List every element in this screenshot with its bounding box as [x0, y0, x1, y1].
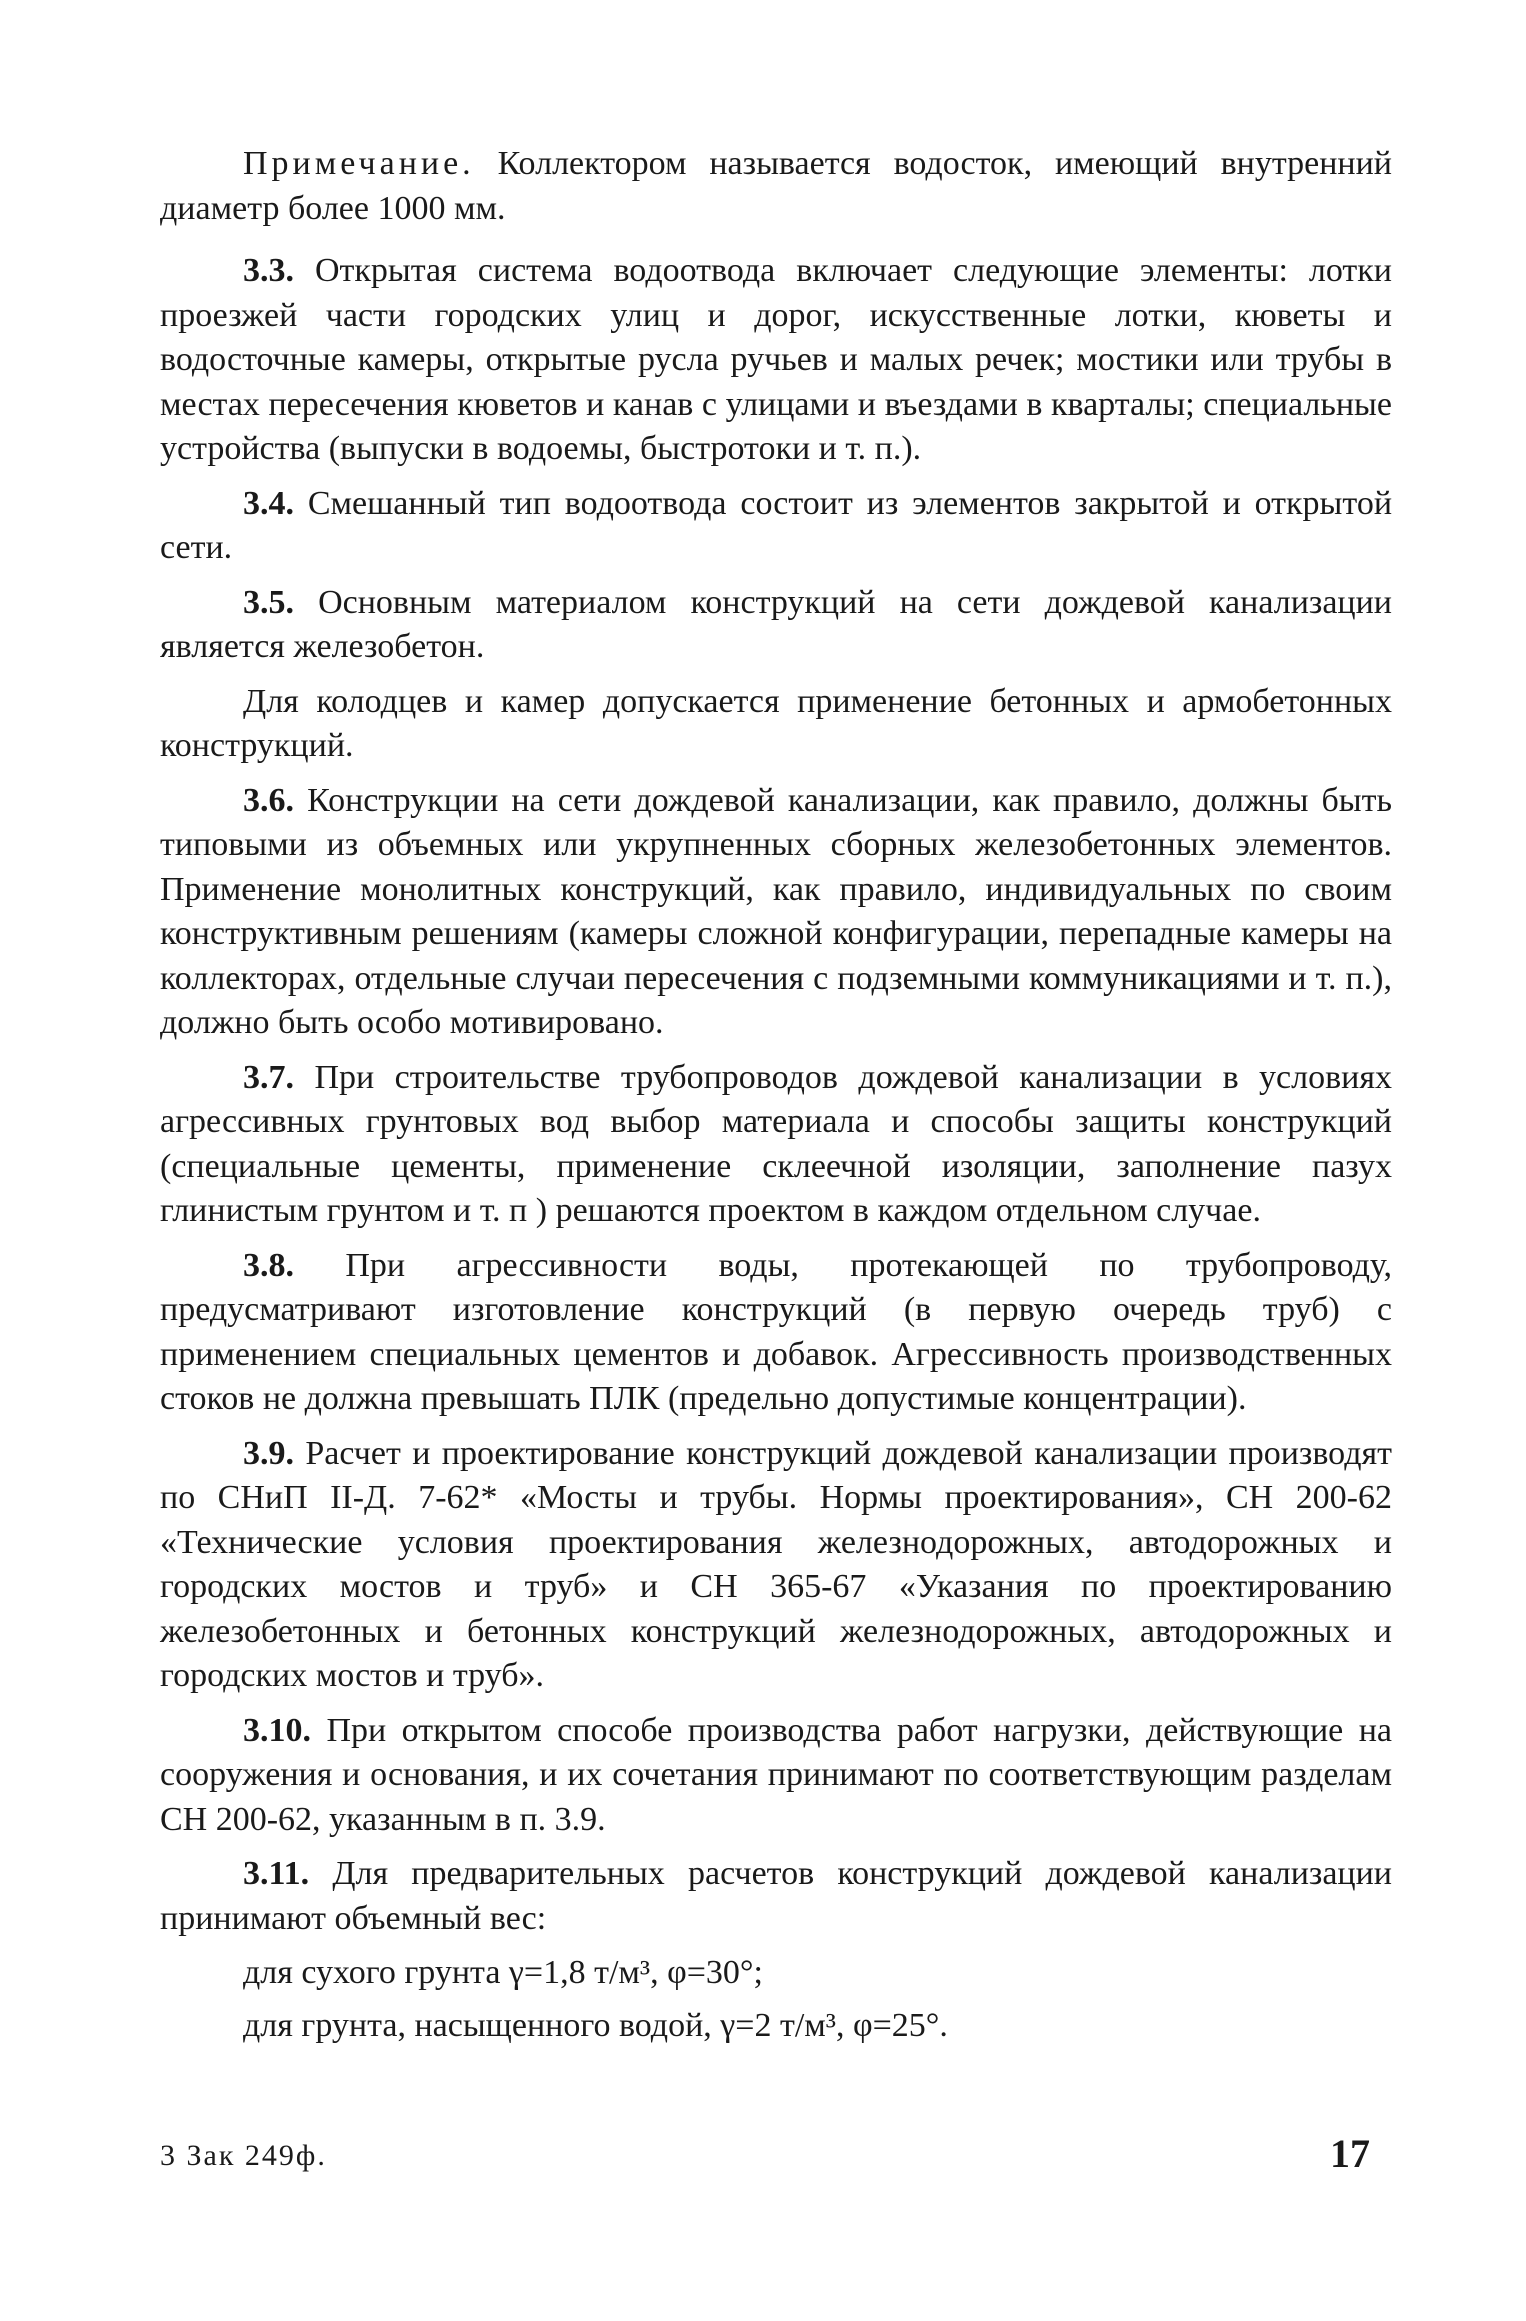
section-3-6	[160, 779, 1392, 1046]
section-3-9	[160, 1432, 1392, 1699]
section-3-5	[160, 581, 1392, 670]
section-number: 3.7.	[243, 1058, 294, 1096]
section-3-5-continuation	[160, 680, 1392, 769]
section-text: Для колодцев и камер допускается применение бетонных и армобетонных конструкций.	[160, 682, 1392, 764]
section-text: При открытом способе производства работ нагрузки, действующие на сооружения и основания, и их сочетания принимают по соответствующим разделам СН 200-62, указанным в п. 3.9.	[160, 1711, 1392, 1838]
section-3-10	[160, 1709, 1392, 1843]
note-label: Примечание.	[243, 145, 475, 182]
section-number: 3.4.	[243, 484, 294, 522]
section-3-11	[160, 1852, 1392, 1941]
section-text: Смешанный тип водоотвода состоит из элементов закрытой и открытой сети.	[160, 484, 1393, 566]
section-text: Для предварительных расчетов конструкций дождевой канализации принимают объемный вес:	[160, 1855, 1392, 1937]
section-number: 3.3.	[243, 252, 294, 289]
document-page	[160, 142, 1392, 2056]
section-number: 3.6.	[243, 781, 294, 819]
section-3-3	[160, 249, 1392, 472]
section-3-7	[160, 1056, 1392, 1234]
section-text: Открытая система водоотвода включает следующие элементы: лотки проезжей части городских улиц и дорог, искусственные лотки, кюветы и водосточные камеры, открытые русла ручьев и малых речек; мостики или трубы в местах пересечения кюветов и канав с улицами и въездами в кварталы; специальные устройства (выпуски в водоемы, быстротоки и т. п.).	[160, 252, 1392, 467]
section-number: 3.9.	[243, 1434, 294, 1472]
print-order-mark: 3 Зак 249ф.	[160, 2139, 327, 2172]
section-text: При строительстве трубопроводов дождевой канализации в условиях агрессивных грунтовых вод выбор материала и способы защиты конструкций (специальные цементы, применение склеечной изоляции, заполнение пазух глинистым грунтом и т. п ) решаются проектом в каждом отдельном случае.	[160, 1058, 1392, 1229]
page-number: 17	[1330, 2131, 1370, 2176]
section-3-8	[160, 1244, 1392, 1422]
section-text: Расчет и проектирование конструкций дождевой канализации производят по СНиП II-Д. 7-62* «Мосты и трубы. Нормы проектирования», СН 200-62 «Технические условия проектирования железнодорожных, автодорожных и городских мостов и труб» и СН 365-67 «Указания по проектированию железобетонных и бетонных конструкций железнодорожных, автодорожных и городских мостов и труб».	[160, 1434, 1392, 1694]
section-3-4	[160, 482, 1392, 571]
section-number: 3.5.	[243, 583, 294, 621]
note-text: Коллектором называется водосток, имеющий внутренний диаметр более 1000 мм.	[160, 145, 1392, 227]
section-text: Основным материалом конструкций на сети дождевой канализации является железобетон.	[160, 583, 1392, 665]
section-text: При агрессивности воды, протекающей по трубопроводу, предусматривают изготовление конструкций (в первую очередь труб) с применением специальных цементов и добавок. Агрессивность производственных стоков не должна превышать ПЛК (предельно допустимые концентрации).	[160, 1246, 1392, 1417]
section-text: Конструкции на сети дождевой канализации, как правило, должны быть типовыми из объемных или укрупненных сборных железобетонных элементов. Применение монолитных конструкций, как правило, индивидуальных по своим конструктивным решениям (камеры сложной конфигурации, перепадные камеры на коллекторах, отдельные случаи пересечения с подземными коммуникациями и т. п.), должно быть особо мотивировано.	[160, 781, 1393, 1041]
saturated-soil-line: для грунта, насыщенного водой, γ=2 т/м³, φ=25°.	[243, 2006, 948, 2044]
section-number: 3.10.	[243, 1711, 311, 1749]
dry-soil-line: для сухого грунта γ=1,8 т/м³, φ=30°;	[243, 1954, 763, 1991]
section-number: 3.8.	[243, 1246, 294, 1284]
note-paragraph	[160, 142, 1392, 231]
section-number: 3.11.	[243, 1855, 310, 1892]
